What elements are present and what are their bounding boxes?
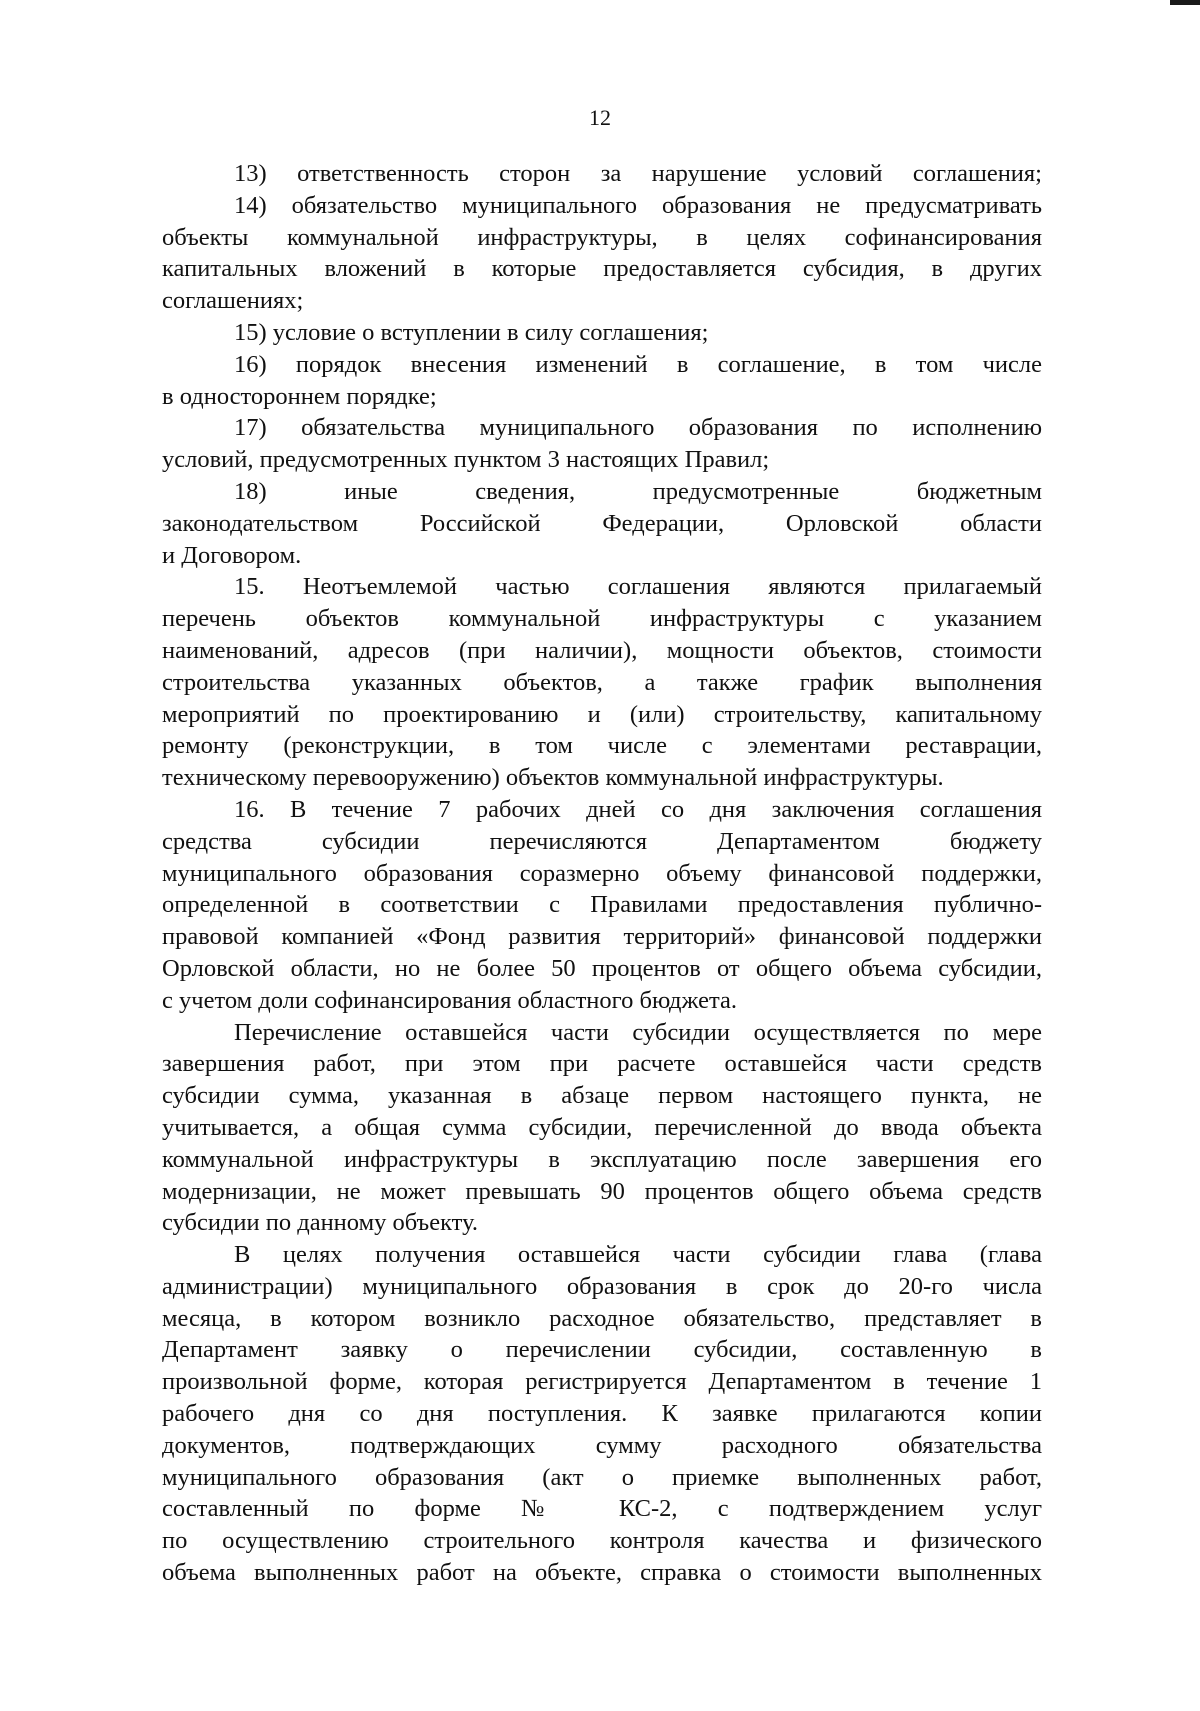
text-line: администрации) муниципального образования в срок до 20-го числа <box>162 1272 1042 1300</box>
text-line: модернизации, не может превышать 90 процентов общего объема средств <box>162 1177 1042 1205</box>
text-line: правовой компанией «Фонд развития территорий» финансовой поддержки <box>162 923 1042 951</box>
text-line: и Договором. <box>162 541 302 569</box>
text-line: условий, предусмотренных пунктом 3 настоящих Правил; <box>162 446 770 474</box>
text-line: субсидии сумма, указанная в абзаце первом настоящего пункта, не <box>162 1082 1042 1110</box>
scan-edge-mark <box>1170 0 1200 5</box>
text-line: 16) порядок внесения изменений в соглашение, в том числе <box>234 350 1042 378</box>
text-line: объекты коммунальной инфраструктуры, в целях софинансирования <box>162 223 1042 251</box>
text-line: муниципального образования (акт о приемке выполненных работ, <box>162 1463 1042 1491</box>
text-line: учитывается, а общая сумма субсидии, перечисленной до ввода объекта <box>162 1113 1042 1141</box>
text-line: 18) иные сведения, предусмотренные бюджетным <box>234 477 1042 505</box>
text-line: с учетом доли софинансирования областного бюджета. <box>162 986 737 1014</box>
text-line: месяца, в котором возникло расходное обязательство, представляет в <box>162 1304 1042 1332</box>
text-line: субсидии по данному объекту. <box>162 1209 478 1237</box>
page-number: 12 <box>589 105 611 130</box>
text-line: мероприятий по проектированию и (или) строительству, капитальному <box>162 700 1042 728</box>
text-line: 15) условие о вступлении в силу соглашения; <box>234 318 709 346</box>
text-line: по осуществлению строительного контроля качества и физического <box>162 1527 1042 1555</box>
text-line: Департамент заявку о перечислении субсидии, составленную в <box>162 1336 1042 1364</box>
text-line: 13) ответственность сторон за нарушение условий соглашения; <box>234 160 1042 187</box>
text-line: коммунальной инфраструктуры в эксплуатацию после завершения его <box>162 1145 1042 1173</box>
text-line: Перечисление оставшейся части субсидии осуществляется по мере <box>234 1018 1042 1046</box>
text-line: завершения работ, при этом при расчете оставшейся части средств <box>162 1050 1042 1078</box>
text-line: законодательством Российской Федерации, Орловской области <box>162 509 1042 537</box>
text-line: соглашениях; <box>162 287 304 315</box>
text-line: 14) обязательство муниципального образования не предусматривать <box>234 191 1042 219</box>
text-line: произвольной форме, которая регистрируется Департаментом в течение 1 <box>162 1368 1042 1396</box>
text-line: объема выполненных работ на объекте, справка о стоимости выполненных <box>162 1559 1042 1587</box>
text-line: рабочего дня со дня поступления. К заявке прилагаются копии <box>162 1400 1042 1428</box>
text-line: ремонту (реконструкции, в том числе с элементами реставрации, <box>162 732 1042 760</box>
text-line: В целях получения оставшейся части субсидии глава (глава <box>234 1241 1042 1269</box>
text-line: капитальных вложений в которые предоставляется субсидия, в других <box>162 255 1042 283</box>
document-body <box>162 158 1042 1589</box>
text-line: перечень объектов коммунальной инфраструктуры с указанием <box>162 605 1042 633</box>
text-line: 15. Неотъемлемой частью соглашения являются прилагаемый <box>234 573 1042 601</box>
text-line: 16. В течение 7 рабочих дней со дня заключения соглашения <box>234 795 1042 823</box>
text-line: наименований, адресов (при наличии), мощности объектов, стоимости <box>162 636 1042 664</box>
text-line: в одностороннем порядке; <box>162 382 437 410</box>
text-line: техническому перевооружению) объектов коммунальной инфраструктуры. <box>162 764 944 792</box>
text-line: муниципального образования соразмерно объему финансовой поддержки, <box>162 859 1042 887</box>
text-line: Орловской области, но не более 50 процентов от общего объема субсидии, <box>162 954 1042 982</box>
text-line: определенной в соответствии с Правилами предоставления публично- <box>162 891 1042 919</box>
text-line: 17) обязательства муниципального образования по исполнению <box>234 414 1042 442</box>
text-line: составленный по форме № КС-2, с подтверждением услуг <box>162 1495 1042 1523</box>
text-line: средства субсидии перечисляются Департаментом бюджету <box>162 827 1042 855</box>
text-line: документов, подтверждающих сумму расходного обязательства <box>162 1431 1042 1459</box>
text-line: строительства указанных объектов, а также график выполнения <box>162 668 1042 696</box>
